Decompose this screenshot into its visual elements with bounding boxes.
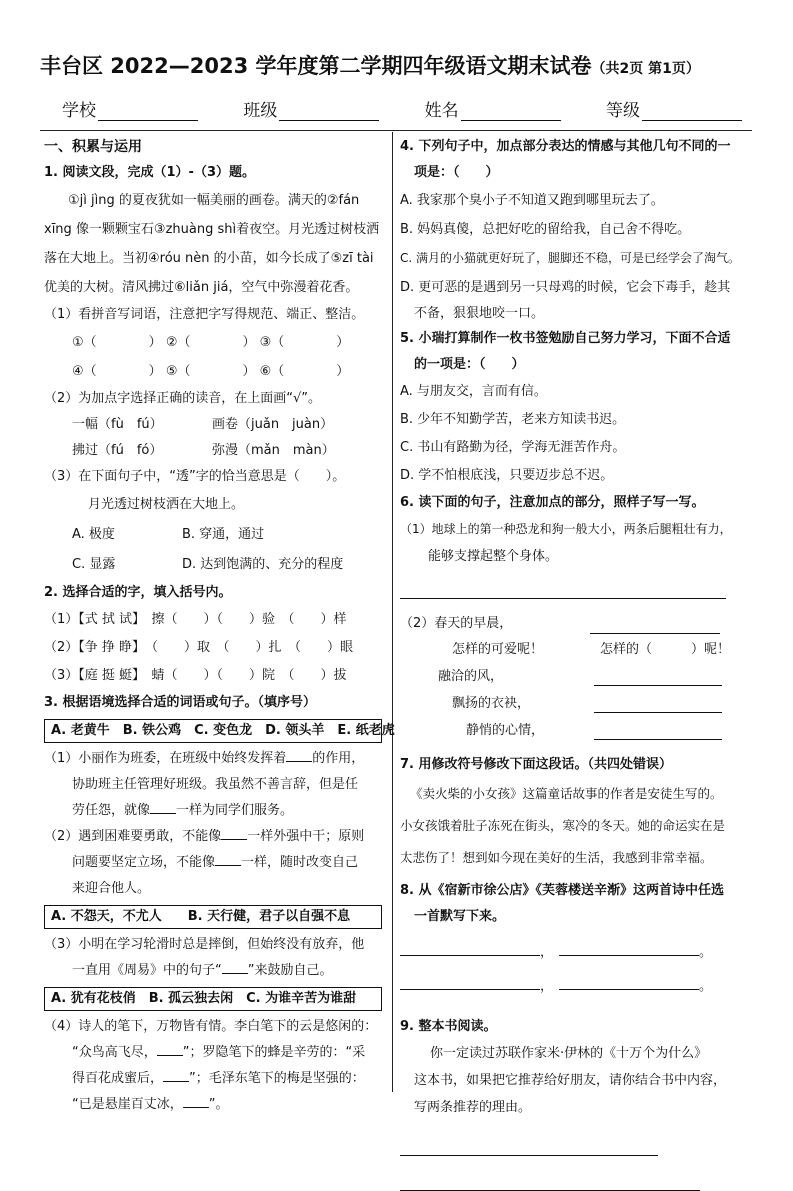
q3-quote-box: A. 不怨天，不尤人 B. 天行健，君子以自强不息 (44, 905, 382, 929)
q9-stem: 9. 整本书阅读。 (400, 1019, 497, 1034)
q8-answer-line[interactable] (559, 975, 699, 990)
q5-option[interactable]: B. 少年不知勤学苦，老来方知读书迟。 (400, 412, 626, 427)
q1-passage-line: 落在大地上。当初④róu nèn 的小苗，如今长成了⑤zī tài (44, 251, 374, 266)
left-column (44, 134, 395, 1118)
q1-part3-options: C. 显露 D. 达到饱满的、充分的程度 (72, 557, 344, 572)
q4-option[interactable]: D. 更可恶的是遇到另一只母鸡的时候，它会下毒手，趁其 (400, 280, 731, 295)
name-input-line[interactable] (461, 102, 561, 121)
q3-sentence-4: 得百花成蜜后， ”；毛泽东笔下的梅是坚强的： (44, 1066, 382, 1092)
q3-sentence-4: （4）诗人的笔下，万物皆有情。李白笔下的云是悠闲的： (44, 1019, 378, 1034)
q4-stem: 项是：（ ） (414, 165, 499, 180)
grade-input-line[interactable] (642, 102, 742, 121)
q6-answer-line[interactable] (594, 698, 722, 713)
q1-part3-options: A. 极度 B. 穿通，通过 (72, 527, 265, 542)
top-divider (40, 130, 752, 131)
answer-blank[interactable] (215, 851, 241, 866)
q3-word-box: A. 老黄牛 B. 铁公鸡 C. 变色龙 D. 领头羊 E. 纸老虎 (44, 719, 382, 743)
q6-answer-line[interactable] (590, 619, 720, 634)
q1-part3-stem: （3）在下面句子中，“透”字的恰当意思是（ ）。 (44, 469, 346, 484)
q3-poem-box: A. 犹有花枝俏 B. 孤云独去闲 C. 为谁辛苦为谁甜 (44, 987, 382, 1011)
q4-option[interactable]: C. 满月的小猫就更好玩了，腿脚还不稳，可是已经学会了淘气。 (400, 251, 741, 265)
q4-option[interactable]: A. 我家那个臭小子不知道又跑到哪里玩去了。 (400, 193, 664, 208)
q7-stem: 7. 用修改符号修改下面这段话。（共四处错误） (400, 757, 673, 772)
q7-line[interactable]: 小女孩饿着肚子冻死在街头，寒冷的冬天。她的命运实在是 (400, 818, 726, 833)
q8-answer-line[interactable] (559, 941, 699, 956)
q3-sentence-2: 来迎合他人。 (72, 881, 151, 896)
q5-option[interactable]: C. 书山有路勤为径，学海无涯苦作舟。 (400, 440, 626, 455)
q1-part2-row: 一幅（fù fú） 画卷（juǎn juàn） (72, 417, 334, 432)
q3-stem: 3. 根据语境选择合适的词语或句子。（填序号） (44, 695, 317, 710)
q5-stem: 的一项是：（ ） (414, 357, 525, 372)
q8-answer-row: ， 。 (400, 936, 740, 970)
q8-answer-line[interactable] (400, 941, 540, 956)
q9-body: 写两条推荐的理由。 (414, 1100, 532, 1115)
q9-answer-line[interactable] (400, 1174, 700, 1191)
q1-part1-stem: （1）看拼音写词语，注意把字写得规范、端正、整洁。 (44, 307, 365, 322)
grade-field: 等级 (606, 96, 742, 121)
section-heading: 一、积累与运用 (44, 139, 142, 155)
right-column (400, 134, 740, 1191)
q1-part3-sentence: 月光透过树枝洒在大地上。 (88, 497, 245, 512)
school-input-line[interactable] (98, 102, 198, 121)
answer-blank[interactable] (222, 959, 248, 974)
q6-part2-line: 飘扬的衣袂， (400, 690, 740, 717)
q5-stem: 5. 小瑞打算制作一枚书签勉励自己努力学习，下面不合适 (400, 331, 731, 346)
class-input-line[interactable] (279, 102, 379, 121)
q3-sentence-3: 一直用《周易》中的句子“ ”来鼓励自己。 (44, 958, 382, 984)
q8-stem: 8. 从《宿新市徐公店》《芙蓉楼送辛渐》这两首诗中任选 (400, 883, 725, 898)
answer-blank[interactable] (183, 1093, 209, 1108)
school-field: 学校 (62, 96, 198, 121)
q6-answer-line[interactable] (400, 582, 726, 599)
q1-part2-row: 拂过（fú fó） 弥漫（mǎn màn） (72, 443, 335, 458)
name-field: 姓名 (425, 96, 561, 121)
q1-stem: 1. 阅读文段，完成（1）-（3）题。 (44, 165, 255, 180)
q4-stem: 4. 下列句子中，加点部分表达的情感与其他几句不同的一 (400, 139, 731, 154)
q2-row[interactable]: （3）【庭 挺 蜓】 蜻（ ）（ ）院 （ ）拔 (44, 668, 347, 683)
q8-answer-line[interactable] (400, 975, 540, 990)
class-field: 班级 (243, 96, 379, 121)
q7-line[interactable]: 《卖火柴的小女孩》这篇童话故事的作者是安徒生写的。 (410, 786, 723, 801)
q6-part2: （2）春天的早晨， (400, 611, 740, 637)
q3-sentence-4: “众鸟高飞尽， ”；罗隐笔下的蜂是辛劳的：“采 (44, 1040, 382, 1066)
q5-option[interactable]: D. 学不怕根底浅，只要迈步总不迟。 (400, 468, 614, 483)
q6-part1: 能够支撑起整个身体。 (428, 549, 559, 564)
q5-option[interactable]: A. 与朋友交，言而有信。 (400, 384, 547, 399)
q3-sentence-1: （1）小丽作为班委，在班级中始终发挥着 的作用， (44, 746, 382, 772)
q6-answer-line[interactable] (594, 725, 722, 740)
q1-passage-line: 优美的大树。清风拂过⑥liǎn jiá，空气中弥漫着花香。 (44, 280, 359, 295)
q2-row[interactable]: （2）【争 挣 睁】 （ ）取 （ ）扎 （ ）眼 (44, 640, 354, 655)
q3-sentence-2: 问题要坚定立场，不能像 一样，随时改变自己 (44, 850, 382, 876)
q9-answer-line[interactable] (400, 1139, 658, 1156)
q8-answer-row: ， 。 (400, 970, 740, 1004)
answer-blank[interactable] (286, 747, 312, 762)
q6-part1: （1）地球上的第一种恐龙和狗一般大小，两条后腿粗壮有力， (400, 522, 732, 536)
q1-part1-row2[interactable]: ④（ ） ⑤（ ） ⑥（ ） (72, 364, 350, 379)
q3-sentence-2: （2）遇到困难要勇敢，不能像 一样外强中干；原则 (44, 824, 382, 850)
student-info-row (62, 96, 742, 121)
q1-passage-line: ①jì jìng 的夏夜犹如一幅美丽的画卷。满天的②fán (68, 193, 360, 208)
column-divider (392, 132, 393, 1092)
q1-passage-line: xīng 像一颗颗宝石③zhuàng shì着夜空。月光透过树枝洒 (44, 222, 380, 237)
exam-title-main: 丰台区 2022—2023 学年度第二学期四年级语文期末试卷 (40, 54, 592, 78)
answer-blank[interactable] (163, 1067, 189, 1082)
q3-sentence-4: “已是悬崖百丈冰， ”。 (44, 1092, 382, 1118)
q2-stem: 2. 选择合适的字，填入括号内。 (44, 585, 232, 600)
q1-part2-stem: （2）为加点字选择正确的读音，在上面画“√”。 (44, 391, 322, 406)
q3-sentence-1: 协助班主任管理好班级。我虽然不善言辞，但是任 (72, 777, 359, 792)
answer-blank[interactable] (157, 1041, 183, 1056)
answer-blank[interactable] (221, 825, 247, 840)
q6-part2-line: 融洽的风， (400, 663, 740, 690)
q4-option[interactable]: B. 妈妈真傻，总把好吃的留给我，自己舍不得吃。 (400, 222, 691, 237)
q6-part2-row: 怎样的可爱呢！ 怎样的（ ）呢！ (452, 642, 731, 657)
q2-row[interactable]: （1）【式 拭 试】 擦（ ）（ ）验 （ ）样 (44, 612, 347, 627)
q6-part2-line: 静悄的心情， (400, 717, 740, 744)
q9-body: 这本书，如果把它推荐给好朋友，请你结合书中内容， (414, 1073, 727, 1088)
q1-part1-row1[interactable]: ①（ ） ②（ ） ③（ ） (72, 335, 350, 350)
exam-title (40, 50, 760, 80)
q3-sentence-1: 劳任怨，就像 一样为同学们服务。 (44, 798, 382, 824)
q9-body: 你一定读过苏联作家米·伊林的《十万个为什么》 (430, 1046, 708, 1061)
exam-page-info: （共2页 第1页） (591, 61, 700, 77)
q4-option-cont: 不备，狠狠地咬一口。 (414, 306, 545, 321)
q7-line[interactable]: 太悲伤了！想到如今现在美好的生活，我感到非常幸福。 (400, 850, 713, 865)
q8-stem: 一首默写下来。 (414, 909, 506, 924)
q6-answer-line[interactable] (594, 671, 722, 686)
q3-sentence-3: （3）小明在学习轮滑时总是摔倒，但始终没有放弃，他 (44, 937, 365, 952)
answer-blank[interactable] (150, 799, 176, 814)
q6-stem: 6. 读下面的句子，注意加点的部分，照样子写一写。 (400, 495, 705, 510)
